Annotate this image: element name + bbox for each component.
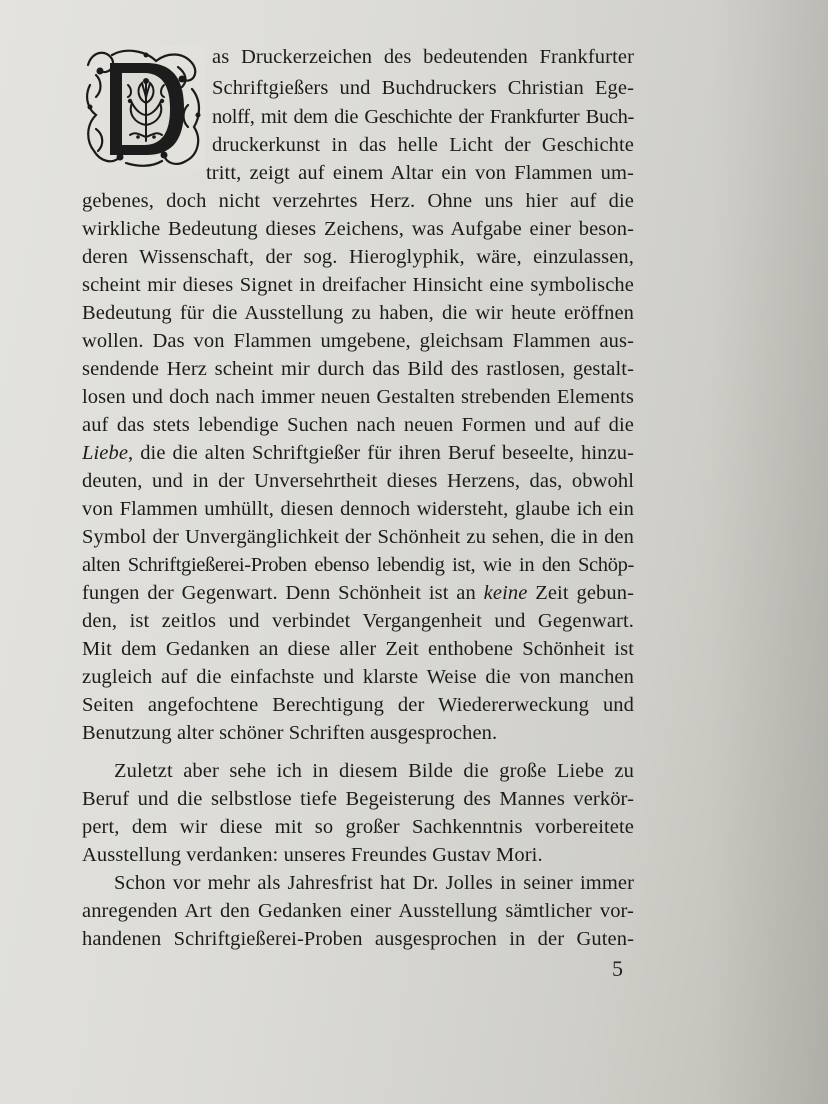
text-line — [82, 215, 634, 243]
text-line — [82, 785, 634, 813]
text-segment: Schon vor mehr als Jahresfrist hat Dr. Jolles in seiner immer — [114, 872, 634, 894]
text-segment: nolff, mit dem die Geschichte der Frankfurter Buch- — [212, 106, 634, 128]
text-line — [82, 663, 634, 691]
text-line — [212, 103, 634, 131]
text-line — [82, 495, 634, 523]
text-segment: deuten, und in der Unversehrtheit dieses Herzens, das, obwohl — [82, 470, 634, 492]
ornamental-initial-d — [82, 45, 206, 170]
text-segment: zugleich auf die einfachste und klarste Weise die von manchen — [82, 666, 634, 688]
text-line — [82, 551, 634, 579]
text-line — [82, 355, 634, 383]
text-line — [212, 131, 634, 159]
text-segment: as Druckerzeichen des bedeutenden Frankfurter — [212, 46, 634, 68]
text-line — [82, 411, 634, 439]
text-line — [206, 159, 634, 187]
text-segment: auf das stets lebendige Suchen nach neuen Formen und auf die — [82, 414, 634, 436]
text-segment: Ausstellung verdanken: unseres Freundes Gustav Mori. — [82, 844, 543, 866]
text-line — [82, 327, 634, 355]
text-line — [82, 299, 634, 327]
text-line — [212, 43, 634, 71]
text-line — [114, 869, 634, 897]
page-number: 5 — [612, 956, 623, 981]
text-line — [82, 243, 634, 271]
text-segment: Bedeutung für die Ausstellung zu haben, die wir heute eröffnen — [82, 302, 634, 324]
text-line — [82, 841, 634, 869]
text-line — [82, 523, 634, 551]
text-line — [82, 187, 634, 215]
text-line — [114, 757, 634, 785]
text-segment: , die die alten Schriftgießer für ihren Beruf beseelte, hinzu- — [128, 442, 634, 464]
text-segment: von Flammen umhüllt, diesen dennoch widersteht, glaube ich ein — [82, 498, 634, 520]
text-segment: deren Wissenschaft, der sog. Hieroglyphik, wäre, einzulassen, — [82, 246, 634, 268]
text-segment: tritt, zeigt auf einem Altar ein von Flammen um- — [206, 162, 634, 184]
text-line — [82, 383, 634, 411]
text-segment: den, ist zeitlos und verbindet Vergangenheit und Gegenwart. — [82, 610, 634, 632]
text-segment: Symbol der Unvergänglichkeit der Schönheit zu sehen, die in den — [82, 526, 634, 548]
text-segment: druckerkunst in das helle Licht der Geschichte — [212, 134, 634, 156]
text-segment: Schriftgießers und Buchdruckers Christian Ege- — [212, 77, 634, 99]
text-line — [212, 74, 634, 102]
text-segment: losen und doch nach immer neuen Gestalten strebenden Elements — [82, 386, 634, 408]
emphasis-text: keine — [483, 582, 528, 604]
text-segment: gebenes, doch nicht verzehrtes Herz. Ohne uns hier auf die — [82, 190, 634, 212]
text-segment: Beruf und die selbstlose tiefe Begeisterung des Mannes verkör- — [82, 788, 634, 810]
text-line — [82, 897, 634, 925]
text-line — [82, 691, 634, 719]
text-segment: Seiten angefochtene Berechtigung der Wiedererweckung und — [82, 694, 634, 716]
text-segment: pert, dem wir diese mit so großer Sachkenntnis vorbereitete — [82, 816, 634, 838]
text-line — [82, 813, 634, 841]
text-line — [82, 925, 634, 953]
text-line — [82, 607, 634, 635]
text-line — [82, 579, 634, 607]
page-shadow — [708, 0, 828, 1104]
text-line — [82, 439, 634, 467]
text-segment: Benutzung alter schöner Schriften ausgesprochen. — [82, 722, 498, 744]
text-line — [82, 467, 634, 495]
text-segment: wirkliche Bedeutung dieses Zeichens, was Aufgabe einer beson- — [82, 218, 634, 240]
text-segment: handenen Schriftgießerei-Proben ausgesprochen in der Guten- — [82, 928, 634, 950]
text-segment: wollen. Das von Flammen umgebene, gleichsam Flammen aus- — [82, 330, 634, 352]
text-line — [82, 635, 634, 663]
text-segment: Mit dem Gedanken an diese aller Zeit enthobene Schönheit ist — [82, 638, 634, 660]
text-segment: Zeit gebun- — [527, 582, 634, 604]
text-segment: Zuletzt aber sehe ich in diesem Bilde die große Liebe zu — [114, 760, 634, 782]
text-segment: alten Schriftgießerei-Proben ebenso lebendig ist, wie in den Schöp- — [82, 554, 634, 576]
text-segment: sendende Herz scheint mir durch das Bild des rastlosen, gestalt- — [82, 358, 634, 380]
text-line — [82, 271, 634, 299]
text-segment: scheint mir dieses Signet in dreifacher Hinsicht eine symbolische — [82, 274, 634, 296]
emphasis-text: Liebe — [82, 442, 129, 464]
text-segment: anregenden Art den Gedanken einer Ausstellung sämtlicher vor- — [82, 900, 634, 922]
text-segment: fungen der Gegenwart. Denn Schönheit ist an — [82, 582, 484, 604]
text-line — [82, 719, 634, 747]
